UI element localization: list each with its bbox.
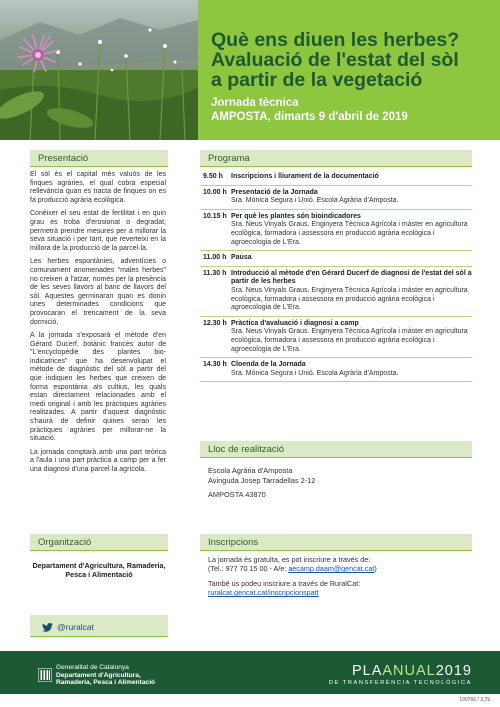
programa-title: Pràctica d'avaluació i diagnosi a camp: [231, 319, 359, 327]
department-line-1: Departament d'Agricultura,: [56, 671, 141, 679]
plan-subtitle: DE TRANSFERÈNCIA TECNOLÒGICA: [328, 680, 472, 686]
email-link[interactable]: aecamp.daam@gencat.cat: [288, 564, 375, 573]
programa-row: [200, 170, 472, 186]
inscripcions-ruralcat: [208, 579, 473, 597]
programa-heading-label: Programa: [208, 153, 250, 164]
programa-time: 10.00 h: [203, 188, 227, 196]
twitter-link[interactable]: [42, 621, 94, 633]
programa-desc: Sra. Neus Vinyals Graus. Enginyera Tècnica Agrícola i màster en agricultura ecològica, formadora i assessora en producció agrària ecològica i agroecologia de L'Era.: [231, 286, 468, 312]
programa-time: 9.50 h: [203, 173, 223, 180]
presentacio-heading-label: Presentació: [38, 153, 89, 164]
presentacio-heading: [30, 150, 168, 167]
inscripcions-contact-prefix: (Tel.: 977 70 15 00 - A/e:: [208, 564, 289, 573]
inscripcions-ruralcat-text: També us podeu inscriure a través de RuralCat:: [208, 579, 361, 588]
inscripcions-contact-suffix: ): [374, 564, 377, 573]
header-text-block: [211, 30, 496, 124]
programa-title: Cloenda de la Jornada: [231, 361, 306, 369]
lloc-line: Avinguda Josep Tarradellas 2-12: [208, 476, 316, 485]
programa-title: Pausa: [231, 254, 252, 262]
department-line-2: Ramaderia, Pesca i Alimentació: [56, 679, 156, 687]
reference-code: 190766 / 3,75: [459, 697, 490, 703]
programa-row: [200, 186, 472, 210]
title-line-3: a partir de la vegetació: [211, 69, 423, 91]
organitzacio-heading: [30, 534, 168, 551]
plan-anual: ANUAL: [382, 663, 436, 679]
title-line-1: Què ens diuen les herbes?: [211, 29, 460, 51]
header-photo-flowers: [0, 0, 198, 140]
inscripcions-heading-label: Inscripcions: [208, 537, 259, 548]
lloc-heading: [200, 441, 472, 458]
inscripcions-text: [208, 555, 473, 603]
lloc-heading-label: Lloc de realització: [208, 444, 285, 455]
programa-time: 12.30 h: [203, 319, 227, 327]
place-date: AMPOSTA, dimarts 9 d'abril de 2019: [211, 111, 408, 123]
ruralcat-link[interactable]: ruralcat.gencat.cat/inscripcionspatt: [208, 588, 319, 597]
presentacio-paragraph: La jornada comptarà amb una part teòrica a l'aula i una part pràctica a camp per a fer una diagnosi d'una parcel·la agrícola.: [30, 448, 166, 473]
plan-pla: PLA: [351, 663, 383, 679]
programa-title: Inscripcions i lliurament de la documentació: [231, 173, 379, 180]
plan-anual-wordmark: [329, 664, 472, 679]
programa-title: Per què les plantes són bioindicadores: [231, 212, 361, 220]
programa-desc: Sra. Mònica Segura i Unió. Escola Agrària d'Amposta.: [231, 369, 399, 377]
programa-heading: [200, 150, 472, 167]
presentacio-text: [30, 171, 166, 480]
programa-row: [200, 317, 472, 358]
programa-row: [200, 358, 472, 382]
subtitle: Jornada tècnica: [211, 97, 299, 109]
programa-row: [200, 210, 472, 251]
lloc-line: Escola Agrària d'Amposta: [208, 466, 293, 475]
header-banner: [0, 0, 500, 140]
programa-time: 11.30 h: [203, 269, 227, 277]
lloc-line: AMPOSTA 43870: [208, 490, 266, 499]
plan-year: 2019: [435, 663, 472, 679]
presentacio-paragraph: Conèixer el seu estat de fertilitat i en quin grau es troba d'erosionat o degradat, permetrà prendre mesures per a millorar la seva situació i per tant, que reverteixi en la millora de la producció de la parcel·la.: [30, 210, 166, 252]
title-line-2: Avaluació de l'estat del sòl: [211, 49, 459, 71]
programa-title: Introducció al mètode d'en Gérard Ducerf de diagnosi de l'estat del sòl a partir de les herbes: [231, 269, 472, 286]
inscripcions-line: La jornada és gratuïta, es pot inscriure a través de:: [208, 555, 371, 564]
programa-time: 10.15 h: [203, 212, 227, 220]
inscripcions-info: [208, 555, 473, 573]
inscripcions-heading: [200, 534, 472, 551]
programa-desc: Sra. Mònica Segura i Unió. Escola Agrària d'Amposta.: [231, 197, 399, 205]
organitzacio-name: Departament d'Agricultura, Ramaderia, Pesca i Alimentació: [32, 561, 166, 579]
presentacio-paragraph: Les herbes espontànies, adventícies o comunament anomenades "males herbes" no creixen a l'atzar, només per la presència de les seves llavors al banc de llavors del sòl. Aquestes germinaran quan es donin unes determinades condicions que provocaran el trencament de la seva dormició.: [30, 258, 166, 326]
programa-list: [200, 170, 472, 382]
footer: [0, 651, 500, 694]
plan-anual-logo: [329, 664, 472, 687]
organitzacio-heading-label: Organització: [38, 537, 92, 548]
programa-desc: Sra. Neus Vinyals Graus. Enginyera Tècnica Agrícola i màster en agricultura ecològica, formadora i assessora en producció agrària ecològica i agroecologia de L'Era.: [231, 328, 468, 353]
generalitat-name: Generalitat de Catalunya: [56, 664, 129, 671]
programa-desc: Sra. Neus Vinyals Graus. Enginyera Tècnica Agrícola i màster en agricultura ecològica, formadora i assessora en producció agrària ecològica i agroecologia de L'Era.: [231, 221, 468, 246]
presentacio-paragraph: El sòl és el capital més valuós de les finques agràries, el qual cobra especial rellevància quan es tracta de finques on es fa producció agrària ecològica.: [30, 171, 166, 204]
programa-row: [200, 251, 472, 267]
twitter-handle: @ruralcat: [57, 622, 94, 632]
lloc-address: [208, 466, 468, 500]
programa-row: [200, 267, 472, 317]
generalitat-logo-icon: [38, 668, 52, 682]
programa-time: 11.00 h: [203, 254, 227, 262]
programa-time: 14.30 h: [203, 361, 227, 369]
twitter-icon: [42, 623, 53, 632]
programa-title: Presentació de la Jornada: [231, 188, 318, 196]
presentacio-paragraph: A la jornada s'exposarà el mètode d'en Gérard Ducerf, botànic francès autor de "L'encyclopédie des plantes bio-indicatrices" que ha desenvolupat el mètode de diagnòstic del sòl a partir del que indiquen les herbes que creixen de forma espontània als cultius, les quals estan directament relacionades amb el medi original i amb les pràctiques agràries realitzades. A partir d'aquest diagnòstic s'haurà de definir quines seran les pràctiques agràries per millorar-ne la situació.: [30, 332, 166, 443]
generalitat-text: [56, 664, 155, 687]
